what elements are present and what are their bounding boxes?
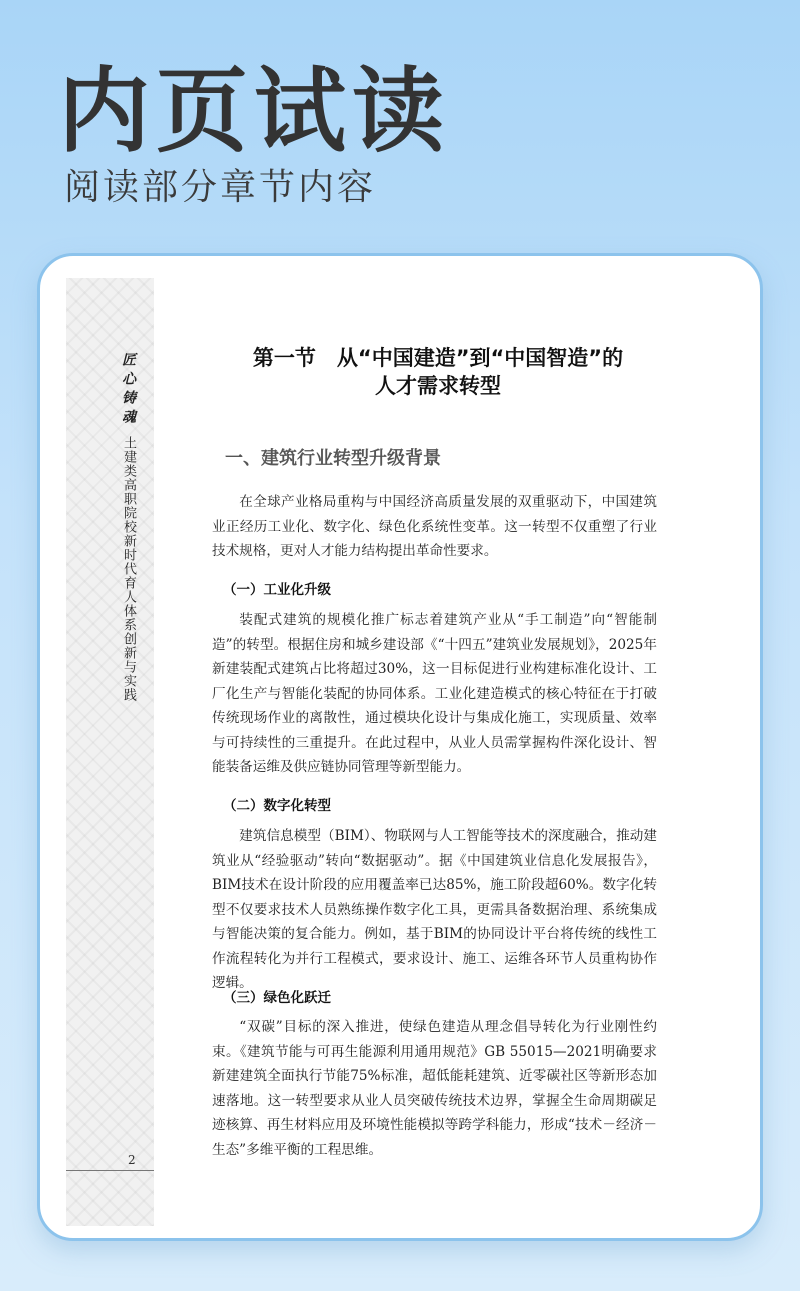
subsection-heading-2: （二）数字化转型 [223,798,331,814]
book-title: 土建类高职院校新时代育人体系创新与实践 [121,436,136,702]
series-title: 匠心铸魂 [120,352,136,428]
page-number: 2 [128,1153,136,1167]
subsection-heading-3: （三）绿色化跃迁 [223,990,331,1006]
subsection-body-3: “双碳”目标的深入推进，使绿色建造从理念倡导转化为行业刚性约束。《建筑节能与可再生能源利用通用规范》GB 55015—2021明确要求新建建筑全面执行节能75%标准，超低能耗建筑、近零碳社区等新形态加速落地。这一转型要求从业人员突破传统技术边界，掌握全生命周期碳足迹核算、再生材料应用及环境性能模拟等跨学科能力，形成“技术－经济－生态”多维平衡的工程思维。 [212,1019,657,1158]
section-title [224,344,652,400]
intro-paragraph: 在全球产业格局重构与中国经济高质量发展的双重驱动下，中国建筑业正经历工业化、数字化、绿色化系统性变革。这一转型不仅重塑了行业技术规格，更对人才能力结构提出革命性要求。 [212,494,657,559]
page-side-strip [66,278,154,1226]
subsection-heading-1: （一）工业化升级 [223,582,331,598]
banner-title: 内页试读 [58,58,451,165]
running-head [118,352,138,702]
page-preview-card [37,253,763,1241]
section-heading: 一、建筑行业转型升级背景 [225,448,441,469]
subsection-body-2: 建筑信息模型（BIM）、物联网与人工智能等技术的深度融合，推动建筑业从“经验驱动”转向“数据驱动”。据《中国建筑业信息化发展报告》，BIM技术在设计阶段的应用覆盖率已达85%，施工阶段超60%。数字化转型不仅要求技术人员熟练操作数字化工具，更需具备数据治理、系统集成与智能决策的复合能力。例如，基于BIM的协同设计平台将传统的线性工作流程转化为并行工程模式，要求设计、施工、运维各环节人员重构协作逻辑。 [212,828,657,991]
section-title-line-2: 人才需求转型 [375,374,501,398]
banner-subtitle: 阅读部分章节内容 [64,167,377,208]
subsection-body-1: 装配式建筑的规模化推广标志着建筑产业从“手工制造”向“智能制造”的转型。根据住房和城乡建设部《“十四五”建筑业发展规划》，2025年新建装配式建筑占比将超过30%，这一目标促进行业构建标准化设计、工厂化生产与智能化装配的协同体系。工业化建造模式的核心特征在于打破传统现场作业的离散性，通过模块化设计与集成化施工，实现质量、效率与可持续性的三重提升。在此过程中，从业人员需掌握构件深化设计、智能装备运维及供应链协同管理等新型能力。 [212,612,657,775]
section-title-line-1: 第一节 从“中国建造”到“中国智造”的 [252,346,624,370]
footer-rule [66,1170,154,1171]
